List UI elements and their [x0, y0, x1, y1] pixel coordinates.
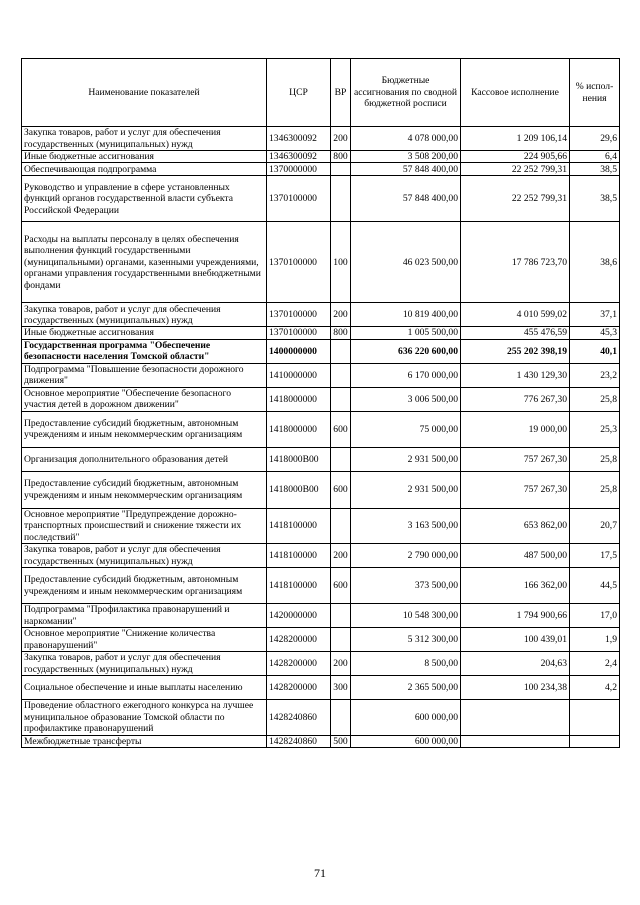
row-csr: 1370100000 [267, 222, 331, 303]
row-cash: 19 000,00 [461, 411, 570, 447]
row-csr: 1370100000 [267, 327, 331, 339]
row-name: Проведение областного ежегодного конкурса на лучшее муниципальное образование Томской области по профилактике правонарушений [22, 700, 267, 736]
row-csr: 1370100000 [267, 303, 331, 327]
row-cash: 776 267,30 [461, 387, 570, 411]
row-csr: 1346300092 [267, 151, 331, 163]
row-cash [461, 736, 570, 748]
row-percent: 38,5 [570, 176, 620, 222]
table-row [22, 652, 620, 676]
row-cash: 22 252 799,31 [461, 176, 570, 222]
table-row [22, 544, 620, 568]
row-budget: 373 500,00 [351, 568, 461, 604]
row-csr: 1418000В00 [267, 447, 331, 471]
row-cash: 166 362,00 [461, 568, 570, 604]
row-percent [570, 700, 620, 736]
row-budget: 636 220 600,00 [351, 339, 461, 363]
row-budget: 4 078 000,00 [351, 127, 461, 151]
row-cash: 22 252 799,31 [461, 163, 570, 176]
row-percent: 45,3 [570, 327, 620, 339]
row-vr: 300 [331, 676, 351, 700]
row-budget: 2 790 000,00 [351, 544, 461, 568]
row-name: Основное мероприятие "Снижение количества правонарушений" [22, 628, 267, 652]
header-csr: ЦСР [267, 59, 331, 127]
row-name: Предоставление субсидий бюджетным, автономным учреждениям и иным некоммерческим организациям [22, 471, 267, 508]
row-vr [331, 628, 351, 652]
row-budget: 3 006 500,00 [351, 387, 461, 411]
row-percent: 1,9 [570, 628, 620, 652]
table-row [22, 604, 620, 628]
header-vr: ВР [331, 59, 351, 127]
table-row [22, 163, 620, 176]
row-percent: 38,5 [570, 163, 620, 176]
row-budget: 3 508 200,00 [351, 151, 461, 163]
row-name: Социальное обеспечение и иные выплаты населению [22, 676, 267, 700]
row-budget: 6 170 000,00 [351, 363, 461, 387]
table-row [22, 676, 620, 700]
row-csr: 1418000В00 [267, 471, 331, 508]
table-row [22, 127, 620, 151]
row-percent: 2,4 [570, 652, 620, 676]
row-name: Иные бюджетные ассигнования [22, 327, 267, 339]
row-budget: 5 312 300,00 [351, 628, 461, 652]
row-name: Предоставление субсидий бюджетным, автономным учреждениям и иным некоммерческим организациям [22, 411, 267, 447]
table-row [22, 387, 620, 411]
row-cash: 1 430 129,30 [461, 363, 570, 387]
row-vr [331, 339, 351, 363]
row-percent: 37,1 [570, 303, 620, 327]
row-percent: 6,4 [570, 151, 620, 163]
row-budget: 57 848 400,00 [351, 163, 461, 176]
row-cash: 1 209 106,14 [461, 127, 570, 151]
row-vr: 500 [331, 736, 351, 748]
row-name: Организация дополнительного образования детей [22, 447, 267, 471]
row-percent: 25,8 [570, 447, 620, 471]
table-row [22, 736, 620, 748]
row-budget: 2 365 500,00 [351, 676, 461, 700]
row-budget: 57 848 400,00 [351, 176, 461, 222]
row-csr: 1346300092 [267, 127, 331, 151]
row-percent: 23,2 [570, 363, 620, 387]
header-name: Наименование показателей [22, 59, 267, 127]
row-cash: 17 786 723,70 [461, 222, 570, 303]
row-name: Обеспечивающая подпрограмма [22, 163, 267, 176]
table-row [22, 303, 620, 327]
row-vr: 600 [331, 471, 351, 508]
row-budget: 600 000,00 [351, 700, 461, 736]
row-cash: 653 862,00 [461, 508, 570, 543]
row-budget: 2 931 500,00 [351, 447, 461, 471]
row-budget: 10 819 400,00 [351, 303, 461, 327]
row-vr: 600 [331, 411, 351, 447]
table-row [22, 508, 620, 543]
row-percent: 4,2 [570, 676, 620, 700]
table-body [22, 127, 620, 748]
header-row [22, 59, 620, 127]
header-budget: Бюджетные ассигнования по сводной бюджетной росписи [351, 59, 461, 127]
row-cash: 204,63 [461, 652, 570, 676]
row-cash: 224 905,66 [461, 151, 570, 163]
row-vr: 100 [331, 222, 351, 303]
row-vr: 800 [331, 327, 351, 339]
row-cash: 255 202 398,19 [461, 339, 570, 363]
row-vr: 600 [331, 568, 351, 604]
table-row [22, 151, 620, 163]
row-name: Закупка товаров, работ и услуг для обеспечения государственных (муниципальных) нужд [22, 544, 267, 568]
row-cash: 757 267,30 [461, 471, 570, 508]
table-row [22, 339, 620, 363]
row-vr [331, 604, 351, 628]
table-row [22, 363, 620, 387]
table-row [22, 447, 620, 471]
row-vr: 200 [331, 652, 351, 676]
row-percent: 40,1 [570, 339, 620, 363]
row-budget: 46 023 500,00 [351, 222, 461, 303]
row-csr: 1370100000 [267, 176, 331, 222]
row-vr: 800 [331, 151, 351, 163]
header-cash: Кассовое исполнение [461, 59, 570, 127]
row-percent: 25,8 [570, 387, 620, 411]
table-row [22, 471, 620, 508]
row-cash: 757 267,30 [461, 447, 570, 471]
row-budget: 3 163 500,00 [351, 508, 461, 543]
row-vr [331, 447, 351, 471]
table-row [22, 628, 620, 652]
row-csr: 1418100000 [267, 544, 331, 568]
row-vr [331, 508, 351, 543]
row-vr [331, 700, 351, 736]
row-vr [331, 363, 351, 387]
row-percent: 29,6 [570, 127, 620, 151]
row-name: Основное мероприятие "Предупреждение дорожно-транспортных происшествий и снижение тяжести их последствий" [22, 508, 267, 543]
row-csr: 1418100000 [267, 568, 331, 604]
row-name: Государственная программа "Обеспечение безопасности населения Томской области" [22, 339, 267, 363]
row-percent [570, 736, 620, 748]
row-vr [331, 163, 351, 176]
row-csr: 1428240860 [267, 736, 331, 748]
row-percent: 17,5 [570, 544, 620, 568]
row-name: Подпрограмма "Повышение безопасности дорожного движения" [22, 363, 267, 387]
row-csr: 1420000000 [267, 604, 331, 628]
row-percent: 38,6 [570, 222, 620, 303]
row-vr: 200 [331, 544, 351, 568]
budget-execution-table [21, 58, 620, 748]
row-cash [461, 700, 570, 736]
row-cash: 100 439,01 [461, 628, 570, 652]
row-vr: 200 [331, 303, 351, 327]
row-cash: 4 010 599,02 [461, 303, 570, 327]
table-row [22, 411, 620, 447]
row-csr: 1418100000 [267, 508, 331, 543]
row-csr: 1428200000 [267, 676, 331, 700]
row-name: Межбюджетные трансферты [22, 736, 267, 748]
row-csr: 1418000000 [267, 411, 331, 447]
table-row [22, 700, 620, 736]
row-cash: 455 476,59 [461, 327, 570, 339]
row-name: Руководство и управление в сфере установленных функций органов государственной власти субъекта Российской Федерации [22, 176, 267, 222]
row-name: Подпрограмма "Профилактика правонарушений и наркомании" [22, 604, 267, 628]
row-name: Закупка товаров, работ и услуг для обеспечения государственных (муниципальных) нужд [22, 127, 267, 151]
row-csr: 1370000000 [267, 163, 331, 176]
row-cash: 487 500,00 [461, 544, 570, 568]
row-budget: 75 000,00 [351, 411, 461, 447]
row-name: Закупка товаров, работ и услуг для обеспечения государственных (муниципальных) нужд [22, 652, 267, 676]
row-name: Иные бюджетные ассигнования [22, 151, 267, 163]
row-percent: 20,7 [570, 508, 620, 543]
row-csr: 1418000000 [267, 387, 331, 411]
row-percent: 17,0 [570, 604, 620, 628]
table-row [22, 327, 620, 339]
row-budget: 2 931 500,00 [351, 471, 461, 508]
row-cash: 1 794 900,66 [461, 604, 570, 628]
row-vr [331, 176, 351, 222]
row-name: Закупка товаров, работ и услуг для обеспечения государственных (муниципальных) нужд [22, 303, 267, 327]
row-csr: 1428200000 [267, 628, 331, 652]
row-name: Расходы на выплаты персоналу в целях обеспечения выполнения функций государственными (муниципальными) органами, казенными учреждениями, органами управления государственными внебюджетными фондами [22, 222, 267, 303]
row-vr: 200 [331, 127, 351, 151]
row-csr: 1400000000 [267, 339, 331, 363]
row-budget: 600 000,00 [351, 736, 461, 748]
table-row [22, 176, 620, 222]
table-row [22, 222, 620, 303]
row-csr: 1428240860 [267, 700, 331, 736]
row-vr [331, 387, 351, 411]
row-budget: 1 005 500,00 [351, 327, 461, 339]
header-percent: % испол-нения [570, 59, 620, 127]
page-number: 71 [314, 866, 326, 880]
row-csr: 1428200000 [267, 652, 331, 676]
row-percent: 25,8 [570, 471, 620, 508]
table-row [22, 568, 620, 604]
row-name: Основное мероприятие "Обеспечение безопасного участия детей в дорожном движении" [22, 387, 267, 411]
row-cash: 100 234,38 [461, 676, 570, 700]
row-budget: 10 548 300,00 [351, 604, 461, 628]
row-name: Предоставление субсидий бюджетным, автономным учреждениям и иным некоммерческим организациям [22, 568, 267, 604]
row-budget: 8 500,00 [351, 652, 461, 676]
row-percent: 44,5 [570, 568, 620, 604]
row-percent: 25,3 [570, 411, 620, 447]
row-csr: 1410000000 [267, 363, 331, 387]
